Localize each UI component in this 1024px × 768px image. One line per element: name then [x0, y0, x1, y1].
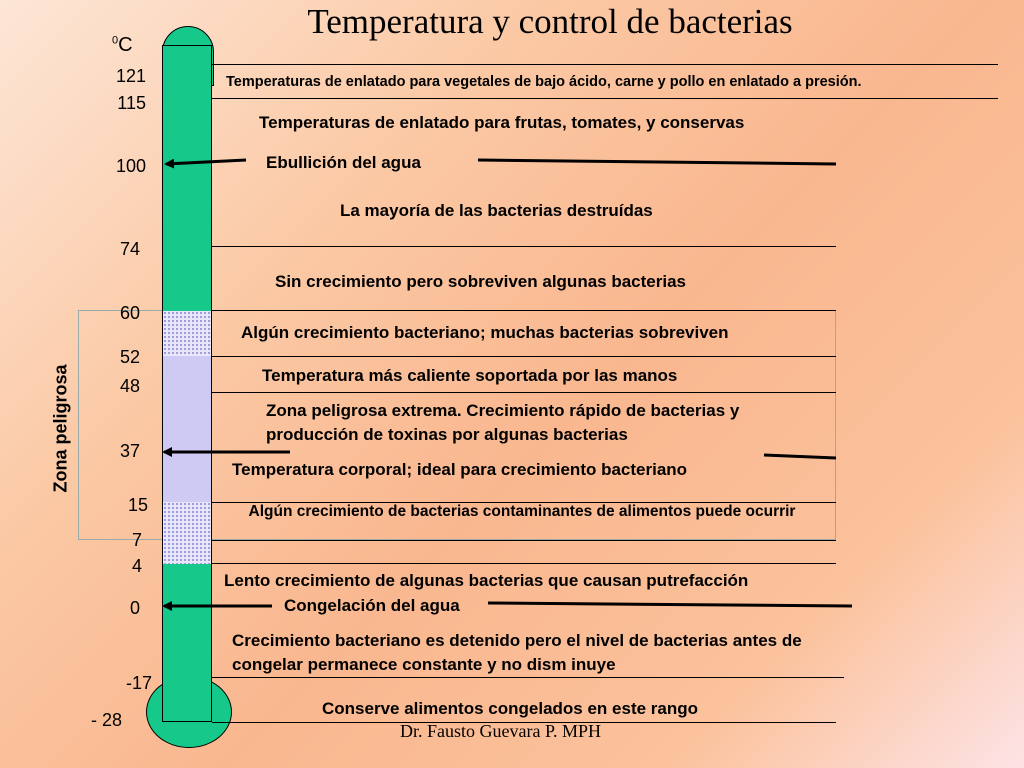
temp-60: 60 — [119, 303, 140, 323]
arrow-boiling — [166, 160, 246, 164]
label-slow-growth: Lento crecimiento de algunas bacterias que causan putrefacción — [224, 571, 749, 590]
unit-label: $^0$C — [112, 34, 133, 56]
temp-37: 37 — [119, 441, 140, 461]
temp-48: 48 — [119, 376, 140, 396]
temp-0: 0 — [129, 598, 140, 618]
temp-52: 52 — [119, 347, 140, 367]
label-boiling: Ebullición del agua — [266, 153, 421, 172]
label-stopped-growth: Crecimiento bacteriano es detenido pero el nivel de bacterias antes de congelar permanece constante y no dism inuye — [232, 631, 802, 674]
temp-minus-28: - 28 — [90, 710, 122, 730]
footer-author: Dr. Fausto Guevara P. MPH — [400, 721, 601, 741]
temp-74: 74 — [119, 239, 140, 259]
label-body-temp: Temperatura corporal; ideal para crecimiento bacteriano — [232, 460, 688, 479]
label-canning-fruits: Temperaturas de enlatado para frutas, tomates, y conservas — [259, 113, 745, 132]
danger-zone-label: Zona peligrosa — [50, 364, 71, 493]
label-most-destroyed: La mayoría de las bacterias destruídas — [340, 201, 653, 220]
label-hottest-hands: Temperatura más caliente soportada por las manos — [262, 366, 678, 385]
label-some-growth: Algún crecimiento bacteriano; muchas bacterias sobreviven — [241, 323, 729, 342]
pointer-line-body-temp — [764, 455, 836, 458]
label-no-growth: Sin crecimiento pero sobreviven algunas bacterias — [275, 272, 686, 291]
temp-15: 15 — [127, 495, 148, 515]
label-extreme-zone: Zona peligrosa extrema. Crecimiento rápido de bacterias y producción de toxinas por algunas bacterias — [266, 401, 740, 444]
pointer-line-boiling — [478, 160, 836, 164]
label-keep-frozen: Conserve alimentos congelados en este rango — [322, 699, 699, 718]
temp-7: 7 — [131, 530, 142, 550]
label-freezing: Congelación del agua — [284, 596, 460, 615]
temp-minus-17: -17 — [125, 673, 152, 693]
label-canning-low-acid: Temperaturas de enlatado para vegetales de bajo ácido, carne y pollo en enlatado a presión. — [226, 74, 862, 90]
pointer-line-freezing — [488, 603, 852, 606]
temp-4: 4 — [131, 556, 142, 576]
temp-121: 121 — [115, 66, 146, 86]
page-title: Temperatura y control de bacterias — [307, 2, 793, 41]
temp-115: 115 — [117, 93, 146, 113]
temp-100: 100 — [115, 156, 146, 176]
label-some-contaminant: Algún crecimiento de bacterias contaminantes de alimentos puede ocurrir — [248, 503, 796, 520]
